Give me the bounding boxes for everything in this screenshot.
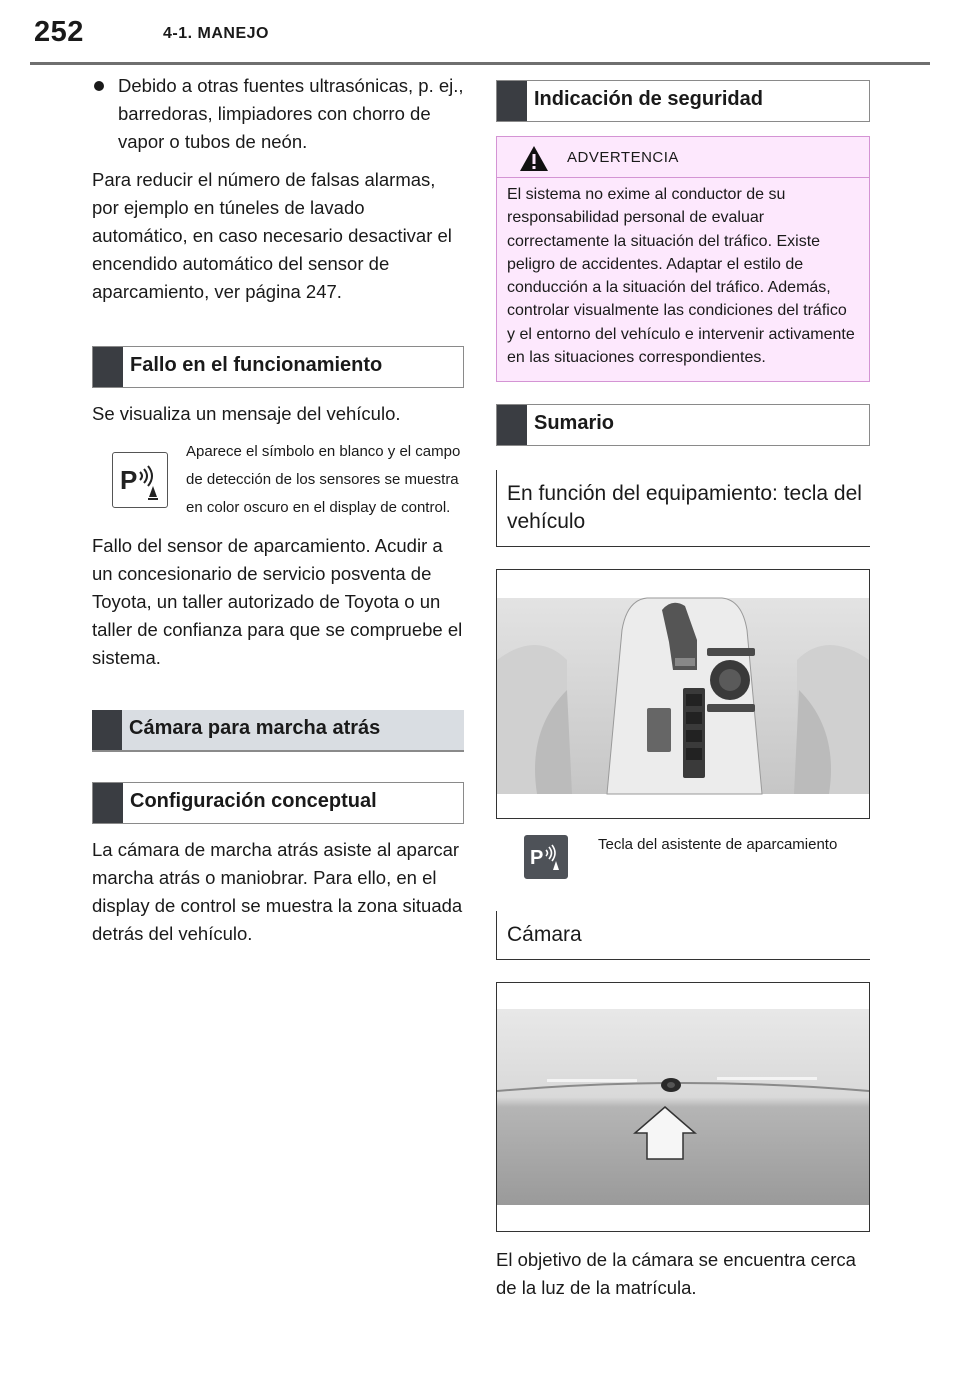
warning-label: ADVERTENCIA: [567, 149, 679, 166]
heading-sumario: [496, 404, 870, 446]
right-column: [496, 80, 870, 1302]
heading-bar: [93, 347, 123, 387]
center-console-illustration: [496, 569, 870, 819]
header-rule: [30, 62, 930, 65]
heading-bar: [497, 81, 527, 121]
sensor-failure-paragraph: Fallo del sensor de aparcamiento. Acudir a un concesionario de servicio posventa de Toyota, un taller autorizado de Toyota o un taller de confianza para que se compruebe el sistema.: [92, 535, 463, 668]
heading-bar: [93, 783, 123, 823]
subheading-camara: Cámara: [496, 911, 870, 960]
button-explanation: [496, 829, 870, 879]
message-paragraph: Se visualiza un mensaje del vehículo.: [92, 403, 401, 424]
heading-seguridad-text: Indicación de seguridad: [534, 88, 763, 110]
warning-header: [497, 137, 869, 178]
heading-bar: [497, 405, 527, 445]
heading-sumario-text: Sumario: [534, 412, 615, 435]
heading-config: [92, 782, 464, 824]
symbol-explanation: [92, 438, 464, 522]
heading-bar: [92, 710, 122, 750]
parking-assistant-button-icon: [524, 835, 568, 879]
warning-triangle-icon: [519, 145, 549, 172]
svg-text:P: P: [530, 847, 544, 870]
bullet-item: [92, 72, 464, 156]
page-number: 252: [34, 16, 84, 48]
camera-paragraph: La cámara de marcha atrás asiste al aparcar marcha atrás o maniobrar. Para ello, en el display de control se muestra la zona situada detrás del vehículo.: [92, 839, 463, 944]
camera-location-illustration: [496, 982, 870, 1232]
heading-seguridad: [496, 80, 870, 122]
bullet-dot: [94, 81, 104, 91]
symbol-caption: Aparece el símbolo en blanco y el campo de detección de los sensores se muestra en color oscuro en el display de control.: [186, 443, 461, 516]
false-alarm-paragraph: Para reducir el número de falsas alarmas, por ejemplo en túneles de lavado automático, en caso necesario desactivar el encendido automático del sensor de aparcamiento, ver página 247.: [92, 169, 452, 302]
parking-sensor-icon: [112, 452, 168, 508]
camera-location-text: El objetivo de la cámara se encuentra cerca de la luz de la matrícula.: [496, 1249, 856, 1299]
heading-camara-text: Cámara para marcha atrás: [129, 717, 381, 739]
warning-text: El sistema no exime al conductor de su responsabilidad personal de evaluar correctamente la situación del tráfico. Existe peligro de accidentes. Adaptar el estilo de conducción a la situación del tráfico. Además, controlar visualmente las condiciones del tráfico y el entorno del vehículo e intervenir activamente en las situaciones correspondientes.: [507, 186, 855, 367]
warning-box: [496, 136, 870, 382]
heading-fallo: [92, 346, 464, 388]
subheading-tecla: En función del equipamiento: tecla del vehículo: [496, 470, 870, 547]
heading-camara: [92, 710, 464, 752]
bullet-text: Debido a otras fuentes ultrasónicas, p. ej., barredoras, limpiadores con chorro de vapor o tubos de neón.: [118, 75, 464, 152]
heading-fallo-text: Fallo en el funcionamiento: [130, 354, 383, 376]
button-caption: Tecla del asistente de aparcamiento: [598, 836, 838, 854]
svg-text:P: P: [120, 465, 138, 495]
heading-config-text: Configuración conceptual: [130, 790, 377, 812]
left-column: [92, 72, 464, 948]
section-title: 4-1. MANEJO: [163, 25, 269, 42]
